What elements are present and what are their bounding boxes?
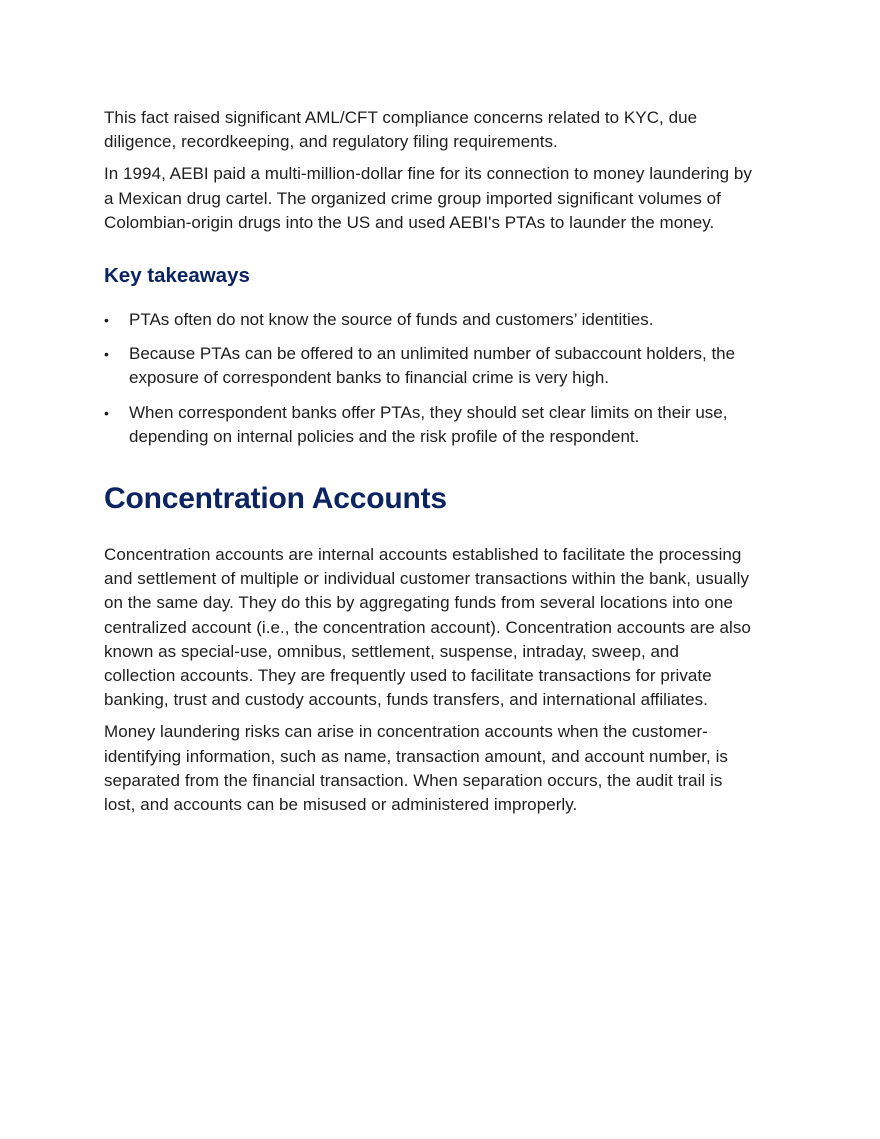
concentration-paragraph-1: Concentration accounts are internal accounts established to facilitate the processing and settlement of multiple or individual customer transactions within the bank, usually on the same day. They do this by aggregating funds from several locations into one centralized account (i.e., the concentration account). Concentration accounts are also known as special-use, omnibus, settlement, suspense, intraday, sweep, and collection accounts. They are frequently used to facilitate transactions for private banking, trust and custody accounts, funds transfers, and international affiliates. — [104, 545, 751, 710]
intro-paragraph-1: This fact raised significant AML/CFT compliance concerns related to KYC, due diligence, recordkeeping, and regulatory filing requirements. — [104, 108, 698, 152]
list-item-text: When correspondent banks offer PTAs, they should set clear limits on their use, depending on internal policies and the risk profile of the respondent. — [129, 402, 728, 446]
list-item-text: PTAs often do not know the source of funds and customers’ identities. — [129, 310, 654, 330]
concentration-paragraph-2: Money laundering risks can arise in concentration accounts when the customer-identifying information, such as name, transaction amount, and account number, is separated from the financial transaction. When separation occurs, the audit trail is lost, and accounts can be misused or administered improperly. — [104, 722, 728, 815]
intro-paragraph-2: In 1994, AEBI paid a multi-million-dollar fine for its connection to money laundering by a Mexican drug cartel. The organized crime group imported significant volumes of Colombian-origin drugs into the US and used AEBI's PTAs to launder the money. — [104, 164, 752, 232]
list-item — [104, 401, 754, 449]
key-takeaways-list — [104, 308, 754, 449]
bullet-icon: • — [104, 312, 109, 329]
bullet-icon: • — [104, 404, 109, 421]
concentration-accounts-heading: Concentration Accounts — [104, 482, 447, 516]
document-page — [104, 106, 754, 817]
list-item — [104, 342, 754, 390]
list-item — [104, 308, 754, 332]
bullet-icon: • — [104, 346, 109, 363]
key-takeaways-heading: Key takeaways — [104, 264, 250, 288]
list-item-text: Because PTAs can be offered to an unlimited number of subaccount holders, the exposure of correspondent banks to financial crime is very high. — [129, 344, 736, 388]
